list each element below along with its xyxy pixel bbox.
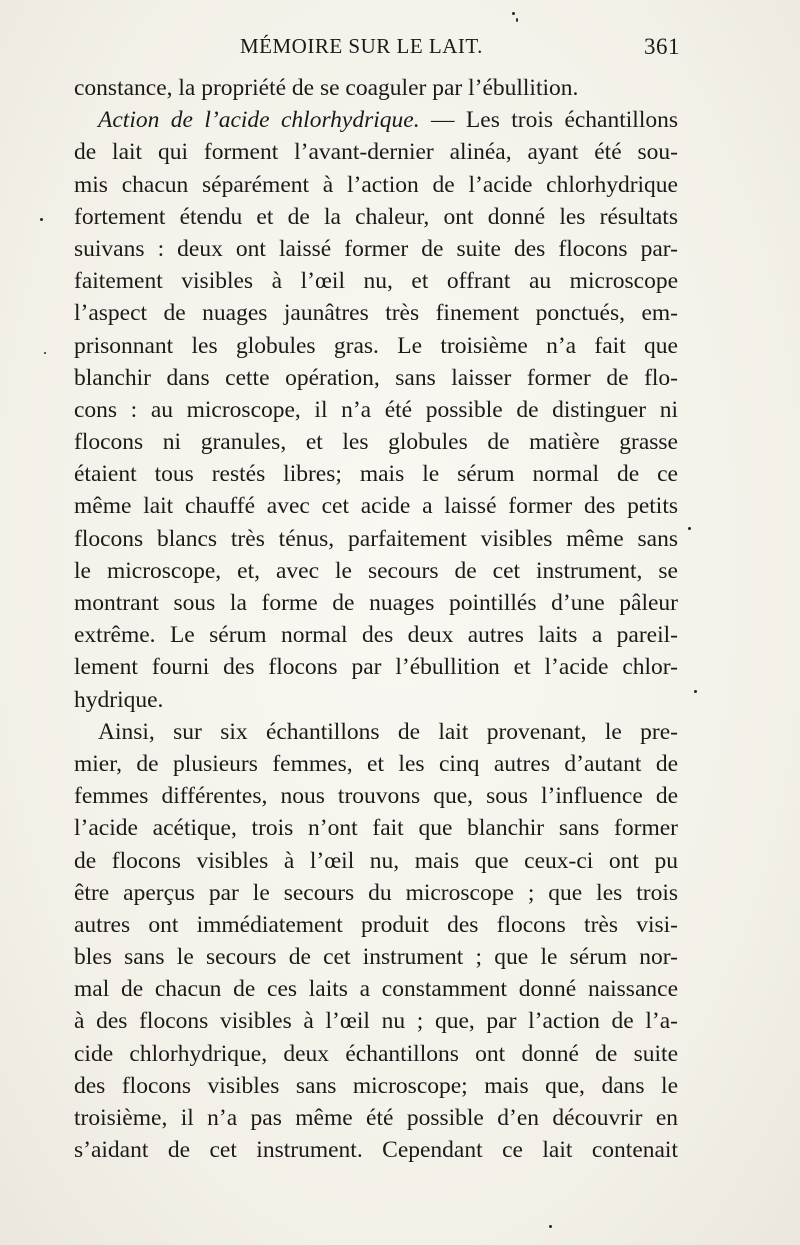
line-text: — Les trois échantillons <box>419 107 678 134</box>
line-text: Ainsi, sur six échantillons de lait provenant, le pre- <box>98 718 678 745</box>
line-text: étaient tous restés libres; mais le sérum normal de ce <box>74 461 678 488</box>
text-line <box>74 845 678 877</box>
line-text: autres ont immédiatement produit des flocons très visi- <box>74 911 678 938</box>
text-line <box>74 651 678 683</box>
text-line <box>74 748 678 780</box>
ink-speck <box>44 352 46 354</box>
line-text: être aperçus par le secours du microscope ; que les trois <box>74 879 678 906</box>
text-line <box>74 297 678 329</box>
text-line <box>74 104 678 136</box>
line-text: à des flocons visibles à l’œil nu ; que, par l’action de l’a- <box>74 1008 678 1035</box>
line-text: faitement visibles à l’œil nu, et offrant au microscope <box>74 268 678 295</box>
text-line <box>74 619 678 651</box>
line-text: flocons ni granules, et les globules de matière grasse <box>74 429 678 456</box>
text-line <box>74 72 678 104</box>
text-line <box>74 330 678 362</box>
line-text: suivans : deux ont laissé former de suite des flocons par- <box>74 235 678 262</box>
text-line <box>74 523 678 555</box>
ink-speck <box>512 12 515 15</box>
line-text: s’aidant de cet instrument. Cependant ce lait contenait <box>74 1137 678 1164</box>
line-text: montrant sous la forme de nuages pointillés d’une pâleur <box>74 590 678 616</box>
text-line <box>74 458 678 490</box>
text-line <box>74 394 678 426</box>
text-line <box>74 362 678 394</box>
text-line <box>74 136 678 168</box>
text-line <box>74 1070 678 1102</box>
running-head <box>60 34 680 64</box>
line-text: de lait qui forment l’avant-dernier alinéa, ayant été sou- <box>74 139 678 166</box>
line-text: femmes différentes, nous trouvons que, sous l’influence de <box>74 783 678 810</box>
text-line <box>74 201 678 233</box>
line-text: l’aspect de nuages jaunâtres très finement ponctués, em- <box>74 300 678 327</box>
text-line <box>74 265 678 297</box>
line-text: de flocons visibles à l’œil nu, mais que ceux-ci ont pu <box>74 847 678 874</box>
text-line <box>74 555 678 587</box>
line-text: hydrique. <box>74 686 164 713</box>
line-text: mis chacun séparément à l’action de l’acide chlorhydrique <box>74 171 678 198</box>
text-line <box>74 909 678 941</box>
line-text: le microscope, et, avec le secours de cet instrument, se <box>74 557 678 584</box>
line-text: mier, de plusieurs femmes, et les cinq autres d’autant de <box>74 750 678 777</box>
line-text: lement fourni des flocons par l’ébullition et l’acide chlor- <box>74 654 678 681</box>
line-text: extrême. Le sérum normal des deux autres laits a pareil- <box>74 622 678 649</box>
text-line <box>74 169 678 201</box>
line-text: flocons blancs très ténus, parfaitement visibles même sans <box>74 525 678 552</box>
text-line <box>74 812 678 844</box>
ink-speck <box>40 218 43 221</box>
text-line <box>74 1005 678 1037</box>
ink-speck <box>516 18 518 22</box>
text-line <box>74 1038 678 1070</box>
line-text: l’acide acétique, trois n’ont fait que blanchir sans former <box>74 815 678 842</box>
text-line <box>74 587 678 619</box>
text-line <box>74 780 678 812</box>
ink-speck <box>688 527 691 530</box>
line-text: des flocons visibles sans microscope; mais que, dans le <box>74 1072 678 1099</box>
line-text: cide chlorhydrique, deux échantillons ont donné de suite <box>74 1040 678 1067</box>
italic-heading: Action de l’acide chlorhydrique. <box>98 107 420 134</box>
text-line <box>74 233 678 265</box>
line-text: troisième, il n’a pas même été possible d’en découvrir en <box>74 1105 678 1131</box>
text-line <box>74 877 678 909</box>
page-number: 361 <box>644 34 680 59</box>
text-line <box>74 941 678 973</box>
line-text: prisonnant les globules gras. Le troisième n’a fait que <box>74 332 678 359</box>
text-line <box>74 684 678 716</box>
text-line <box>74 490 678 522</box>
text-line <box>74 1134 678 1166</box>
line-text: blanchir dans cette opération, sans laisser former de flo- <box>74 364 678 391</box>
ink-speck <box>549 1225 552 1228</box>
running-title: MÉMOIRE SUR LE LAIT. <box>240 34 483 58</box>
text-line <box>74 716 678 748</box>
line-text: même lait chauffé avec cet acide a laissé former des petits <box>74 493 678 520</box>
line-text: fortement étendu et de la chaleur, ont donné les résultats <box>74 203 678 230</box>
line-text: cons : au microscope, il n’a été possible de distinguer ni <box>74 396 678 423</box>
text-line <box>74 426 678 458</box>
text-line <box>74 973 678 1005</box>
ink-speck <box>694 690 697 693</box>
text-line <box>74 1102 678 1134</box>
line-text: mal de chacun de ces laits a constamment donné naissance <box>74 976 678 1003</box>
body-text <box>74 72 678 1166</box>
line-text: constance, la propriété de se coaguler par l’ébullition. <box>74 75 579 101</box>
line-text: bles sans le secours de cet instrument ; que le sérum nor- <box>74 944 678 971</box>
